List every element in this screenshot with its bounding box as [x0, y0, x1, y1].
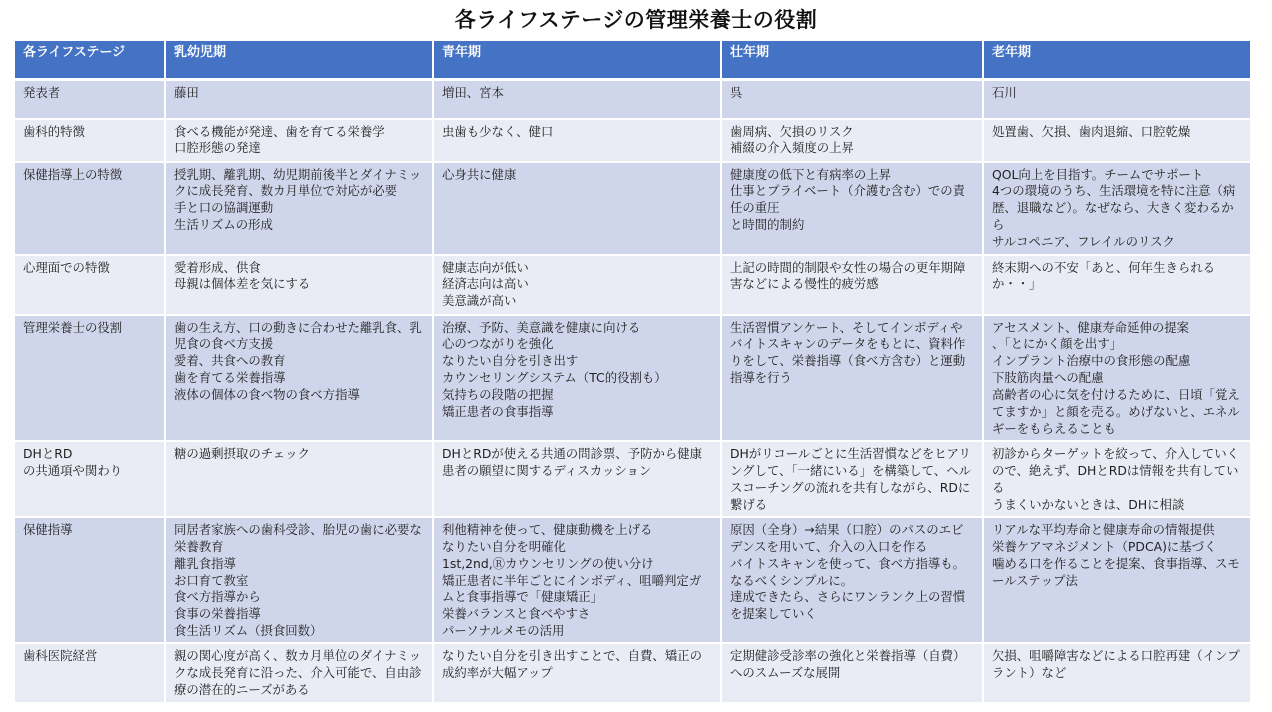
life-stage-table [15, 41, 1250, 704]
row-label: 心理面での特徴 [15, 255, 165, 315]
table-cell: 歯周病、欠損のリスク 補綴の介入頻度の上昇 [721, 119, 983, 162]
table-cell: 同居者家族への歯科受診、胎児の歯に必要な栄養教育 離乳食指導 お口育て教室 食べ方指導から 食事の栄養指導 食生活リズム（摂食回数） [165, 517, 433, 643]
header-adult: 壮年期 [721, 41, 983, 80]
table-row [15, 162, 1250, 255]
header-row [15, 41, 1250, 80]
table-cell: DHとRDが使える共通の問診票、予防から健康 患者の願望に関するディスカッション [433, 441, 721, 517]
page-title: 各ライフステージの管理栄養士の役割 [454, 8, 818, 32]
table-cell: 増田、宮本 [433, 80, 721, 119]
table-cell: 食べる機能が発達、歯を育てる栄養学 口腔形態の発達 [165, 119, 433, 162]
table-row [15, 643, 1250, 703]
table-cell: 欠損、咀嚼障害などによる口腔再建（インプラント）など [983, 643, 1250, 703]
table-row [15, 441, 1250, 517]
header-stage: 各ライフステージ [15, 41, 165, 80]
table-row [15, 80, 1250, 119]
table-cell: DHがリコールごとに生活習慣などをヒアリングして、「一緒にいる」を構築して、ヘルスコーチングの流れを共有しながら、RDに繋げる [721, 441, 983, 517]
table-cell: 処置歯、欠損、歯肉退縮、口腔乾燥 [983, 119, 1250, 162]
table-cell: アセスメント、健康寿命延伸の提案 、「とにかく顔を出す」 インプラント治療中の食形態の配慮 下肢筋肉量への配慮 高齢者の心に気を付けるために、日頃「覚えてますか」と顔を売る。めげないと、エネルギーをもらえることも [983, 315, 1250, 441]
row-label: DHとRD の共通項や関わり [15, 441, 165, 517]
table-cell: 心身共に健康 [433, 162, 721, 255]
table-cell: 親の関心度が高く、数カ月単位のダイナミックな成長発育に沿った、介入可能で、自由診療の潜在的ニーズがある [165, 643, 433, 703]
table-row [15, 119, 1250, 162]
table-cell: リアルな平均寿命と健康寿命の情報提供 栄養ケアマネジメント（PDCA)に基づく 噛める口を作ることを提案、食事指導、スモールステップ法 [983, 517, 1250, 643]
table-cell: QOL向上を目指す。チームでサポート 4つの環境のうち、生活環境を特に注意（病歴、退職など）。なぜなら、大きく変わるから サルコペニア、フレイルのリスク [983, 162, 1250, 255]
header-youth: 青年期 [433, 41, 721, 80]
table-cell: 健康度の低下と有病率の上昇 仕事とプライベート（介護む含む）での責任の重圧 と時間的制約 [721, 162, 983, 255]
row-label: 保健指導 [15, 517, 165, 643]
row-label: 発表者 [15, 80, 165, 119]
table-cell: 愛着形成、供食 母親は個体差を気にする [165, 255, 433, 315]
table-cell: 健康志向が低い 経済志向は高い 美意識が高い [433, 255, 721, 315]
table-row [15, 315, 1250, 441]
table-cell: 上記の時間的制限や女性の場合の更年期障害などによる慢性的疲労感 [721, 255, 983, 315]
table-cell: 原因（全身）→結果（口腔）のパスのエビデンスを用いて、介入の入口を作る バイトスキャンを使って、食べ方指導も。なるべくシンプルに。 達成できたら、さらにワンランク上の習慣を提案していく [721, 517, 983, 643]
header-elderly: 老年期 [983, 41, 1250, 80]
table-cell: 定期健診受診率の強化と栄養指導（自費）へのスムーズな展開 [721, 643, 983, 703]
table-cell: 利他精神を使って、健康動機を上げる なりたい自分を明確化 1st,2nd,Ⓡカウンセリングの使い分け 矯正患者に半年ごとにインボディ、咀嚼判定ガムと食事指導で「健康矯正」 栄養バランスと食べやすさ パーソナルメモの活用 [433, 517, 721, 643]
table-row [15, 517, 1250, 643]
row-label: 歯科医院経営 [15, 643, 165, 703]
table-cell: 授乳期、離乳期、幼児期前後半とダイナミックに成長発育、数カ月単位で対応が必要 手と口の協調運動 生活リズムの形成 [165, 162, 433, 255]
table-cell: なりたい自分を引き出すことで、自費、矯正の成約率が大幅アップ [433, 643, 721, 703]
header-infant: 乳幼児期 [165, 41, 433, 80]
table-cell: 呉 [721, 80, 983, 119]
table-cell: 歯の生え方、口の動きに合わせた離乳食、乳児食の食べ方支援 愛着、共食への教育 歯を育てる栄養指導 液体の個体の食べ物の食べ方指導 [165, 315, 433, 441]
table-cell: 虫歯も少なく、健口 [433, 119, 721, 162]
table-cell: 藤田 [165, 80, 433, 119]
table-cell: 終末期への不安「あと、何年生きられるか・・」 [983, 255, 1250, 315]
row-label: 歯科的特徴 [15, 119, 165, 162]
table-cell: 石川 [983, 80, 1250, 119]
row-label: 管理栄養士の役割 [15, 315, 165, 441]
table-cell: 生活習慣アンケート、そしてインボディやバイトスキャンのデータをもとに、資料作りをして、栄養指導（食べ方含む）と運動指導を行う [721, 315, 983, 441]
row-label: 保健指導上の特徴 [15, 162, 165, 255]
table-cell: 治療、予防、美意識を健康に向ける 心のつながりを強化 なりたい自分を引き出す カウンセリングシステム（TC的役割も） 気持ちの段階の把握 矯正患者の食事指導 [433, 315, 721, 441]
table-row [15, 255, 1250, 315]
table-cell: 糖の過剰摂取のチェック [165, 441, 433, 517]
table-cell: 初診からターゲットを絞って、介入していくので、絶えず、DHとRDは情報を共有している うまくいかないときは、DHに相談 [983, 441, 1250, 517]
